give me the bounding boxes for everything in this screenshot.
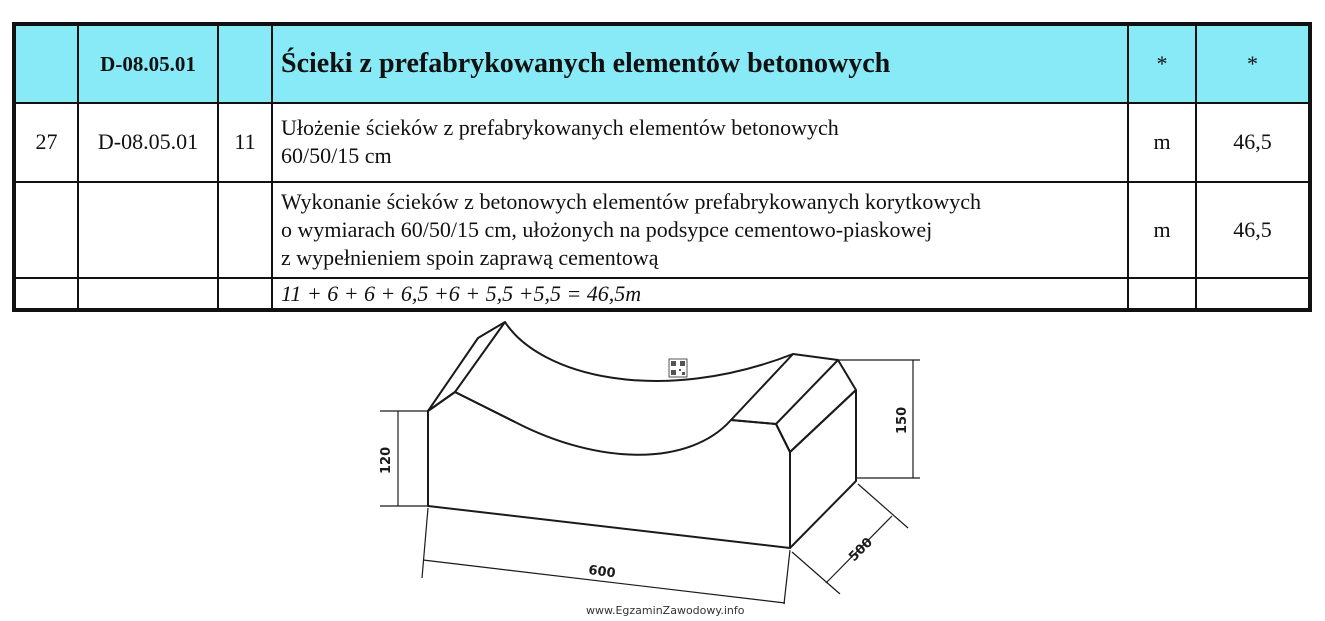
- row-qty-cell: 46,5: [1196, 182, 1310, 278]
- row-spec-cell: [218, 278, 272, 310]
- row-code-cell: [78, 182, 218, 278]
- dim-150-label: 150: [895, 406, 910, 434]
- dim-600-label: 600: [587, 563, 617, 582]
- left-groove-edge: [505, 322, 793, 381]
- dim-500-ext-a: [792, 552, 840, 594]
- row-lp-cell: [14, 182, 78, 278]
- table-row: [14, 103, 1310, 183]
- row-spec-cell: 11: [218, 103, 272, 183]
- row-spec-cell: [218, 182, 272, 278]
- row-unit-cell: m: [1128, 182, 1196, 278]
- row-qty-cell: 46,5: [1196, 103, 1310, 183]
- row-unit-cell: m: [1128, 103, 1196, 183]
- cost-estimate-table: [12, 22, 1312, 312]
- dim-600-ext-right: [784, 550, 790, 604]
- watermark-text: www.EgzaminZawodowy.info: [586, 604, 745, 617]
- dim-600-ext-left: [422, 508, 428, 578]
- gutter-element-drawing: [360, 316, 920, 606]
- description-line: o wymiarach 60/50/15 cm, ułożonych na podsypce cementowo-piaskowej: [281, 217, 933, 243]
- right-side-face: [790, 390, 856, 548]
- row-code-cell: D-08.05.01: [78, 103, 218, 183]
- header-qty-cell: *: [1196, 24, 1310, 103]
- row-description-cell: [272, 103, 1128, 183]
- description-line: Wykonanie ścieków z betonowych elementów prefabrykowanych korytkowych: [281, 189, 982, 215]
- row-unit-cell: [1128, 278, 1196, 310]
- row-lp-cell: 27: [14, 103, 78, 183]
- row-qty-cell: [1196, 278, 1310, 310]
- row-description-cell: [272, 182, 1128, 278]
- dim-120-label: 120: [379, 446, 394, 474]
- left-top-block-edge: [455, 392, 515, 422]
- dim-500-label: 500: [846, 535, 877, 565]
- header-lp-cell: [14, 24, 78, 103]
- header-title-cell: Ścieki z prefabrykowanych elementów betonowych: [272, 24, 1128, 103]
- row-lp-cell: [14, 278, 78, 310]
- header-spec-cell: [218, 24, 272, 103]
- description-line: 60/50/15 cm: [281, 143, 392, 169]
- qr-code-icon: [668, 358, 688, 378]
- description-line: Ułożenie ścieków z prefabrykowanych elementów betonowych: [281, 115, 839, 141]
- header-code-cell: D-08.05.01: [78, 24, 218, 103]
- row-calculation-cell: 11 + 6 + 6 + 6,5 +6 + 5,5 +5,5 = 46,5m: [272, 278, 1128, 310]
- description-line: z wypełnieniem spoin zaprawą cementową: [281, 245, 659, 271]
- dim-500-ext-b: [858, 484, 908, 528]
- table-header-row: [14, 24, 1310, 103]
- table-row: [14, 182, 1310, 278]
- header-unit-cell: *: [1128, 24, 1196, 103]
- table-row: [14, 278, 1310, 310]
- row-code-cell: [78, 278, 218, 310]
